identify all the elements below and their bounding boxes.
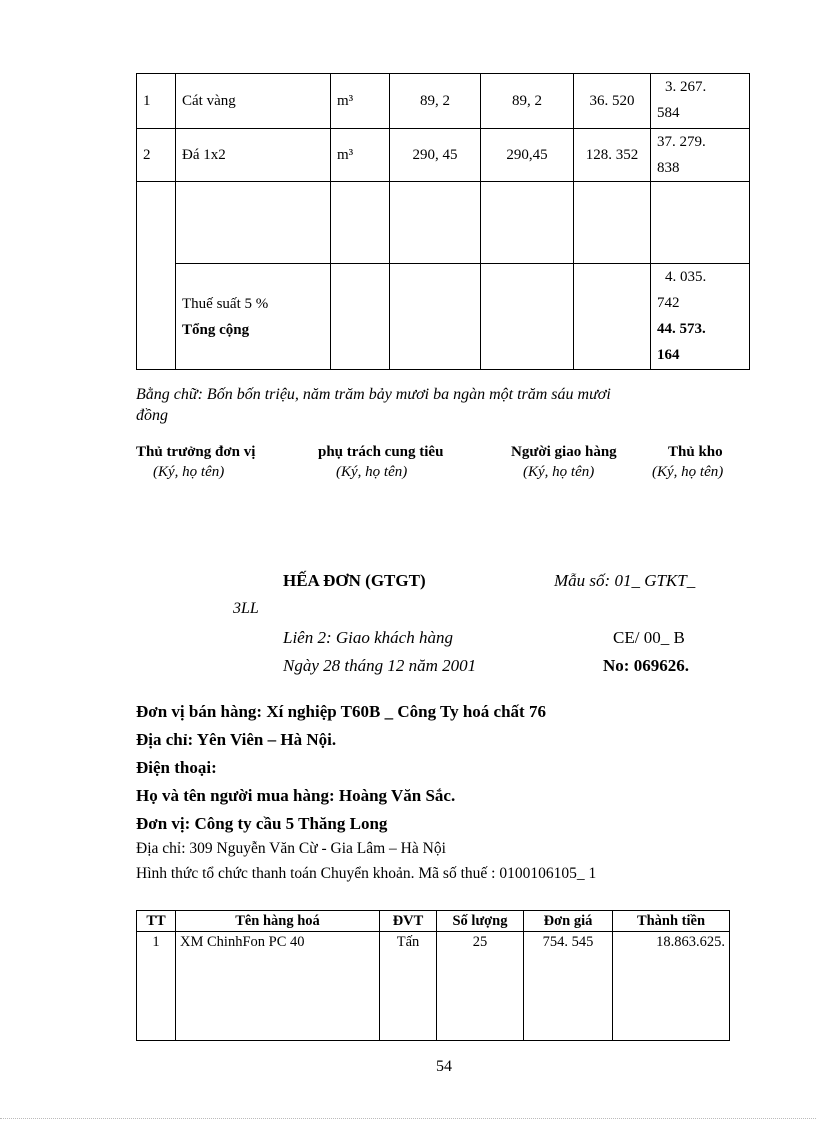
col-header-name: Tên hàng hoá	[176, 911, 380, 932]
row-name: Cát vàng	[176, 74, 331, 129]
blank-cell	[481, 182, 574, 264]
summary-amounts	[651, 264, 750, 370]
phone: Điện thoại:	[136, 758, 217, 777]
row-unit: m³	[331, 74, 390, 129]
signature-note-1: (Ký, họ tên)	[153, 464, 225, 480]
form-number: Mẫu số: 01_ GTKT_	[554, 571, 696, 590]
tax-amount-a: 4. 035.	[665, 269, 707, 285]
page-bottom-divider	[0, 1118, 816, 1119]
seller-address: Địa chỉ: Yên Viên – Hà Nội.	[136, 730, 337, 749]
row-amount-b: 584	[657, 105, 680, 121]
col-header-unit: ĐVT	[380, 911, 437, 932]
row-unit: m³	[331, 129, 390, 182]
seller: Đơn vị bán hàng: Xí nghiệp T60B _ Công Ty hoá chất 76	[136, 702, 546, 721]
row-amount-b: 838	[657, 160, 680, 176]
cell-amount: 18.863.625.	[613, 932, 730, 1041]
invoice-items-table	[136, 910, 730, 1041]
row-qty1: 89, 2	[390, 74, 481, 129]
signature-note-2: (Ký, họ tên)	[336, 464, 408, 480]
cell-price: 754. 545	[524, 932, 613, 1041]
table-row	[137, 182, 750, 264]
row-no: 1	[137, 74, 176, 129]
table-row	[137, 129, 750, 182]
buyer: Họ và tên người mua hàng: Hoàng Văn Sắc.	[136, 786, 456, 805]
cell-tt: 1	[137, 932, 176, 1041]
buyer-unit: Đơn vị: Công ty cầu 5 Thăng Long	[136, 814, 388, 833]
tax-label: Thuế suất 5 %	[182, 296, 269, 312]
summary-labels	[176, 264, 331, 370]
row-price: 128. 352	[574, 129, 651, 182]
form-number-cont: 3LL	[233, 600, 259, 617]
table-row	[137, 74, 750, 129]
blank-cell	[331, 182, 390, 264]
blank-cell	[137, 182, 176, 370]
invoice-copy: Liên 2: Giao khách hàng	[283, 628, 453, 647]
row-amount	[651, 129, 750, 182]
col-header-amount: Thành tiền	[613, 911, 730, 932]
row-qty2: 290,45	[481, 129, 574, 182]
total-amount-a: 44. 573.	[657, 321, 706, 337]
row-price: 36. 520	[574, 74, 651, 129]
buyer-address: Địa chỉ: 309 Nguyễn Văn Cừ - Gia Lâm – Hà Nội	[136, 840, 446, 857]
total-amount-b: 164	[657, 347, 680, 363]
row-name: Đá 1x2	[176, 129, 331, 182]
signature-note-3: (Ký, họ tên)	[523, 464, 595, 480]
blank-cell	[390, 264, 481, 370]
in-words-line2: đồng	[136, 407, 168, 424]
col-header-price: Đơn giá	[524, 911, 613, 932]
cell-qty: 25	[437, 932, 524, 1041]
row-no: 2	[137, 129, 176, 182]
page-number: 54	[436, 1058, 452, 1075]
blank-cell	[574, 182, 651, 264]
table-row	[137, 264, 750, 370]
blank-cell	[176, 182, 331, 264]
col-header-tt: TT	[137, 911, 176, 932]
table-header-row	[137, 911, 730, 932]
signature-title-3: Người giao hàng	[511, 444, 617, 460]
in-words-line1: Bằng chữ: Bốn bốn triệu, năm trăm bảy mươi ba ngàn một trăm sáu mươi	[136, 386, 611, 403]
signature-title-1: Thủ trưởng đơn vị	[136, 444, 256, 460]
row-amount-a: 3. 267.	[665, 79, 707, 95]
row-amount	[651, 74, 750, 129]
signature-title-4: Thủ kho	[668, 444, 723, 460]
row-qty1: 290, 45	[390, 129, 481, 182]
tax-amount-b: 742	[657, 295, 680, 311]
signature-title-2: phụ trách cung tiêu	[318, 444, 444, 460]
blank-cell	[481, 264, 574, 370]
materials-table	[136, 73, 750, 370]
cell-name: XM ChinhFon PC 40	[176, 932, 380, 1041]
signature-note-4: (Ký, họ tên)	[652, 464, 724, 480]
invoice-series: CE/ 00_ B	[613, 628, 685, 647]
invoice-date: Ngày 28 tháng 12 năm 2001	[283, 656, 477, 675]
table-row	[137, 932, 730, 1041]
blank-cell	[331, 264, 390, 370]
col-header-qty: Số lượng	[437, 911, 524, 932]
blank-cell	[651, 182, 750, 264]
blank-cell	[390, 182, 481, 264]
invoice-title: HẾA ĐƠN (GTGT)	[283, 571, 426, 590]
invoice-number: No: 069626.	[603, 656, 689, 675]
row-amount-a: 37. 279.	[657, 134, 706, 150]
blank-cell	[574, 264, 651, 370]
row-qty2: 89, 2	[481, 74, 574, 129]
total-label: Tổng cộng	[182, 322, 250, 338]
cell-unit: Tấn	[380, 932, 437, 1041]
payment-method: Hình thức tổ chức thanh toán Chuyển khoản. Mã số thuế : 0100106105_ 1	[136, 865, 597, 882]
